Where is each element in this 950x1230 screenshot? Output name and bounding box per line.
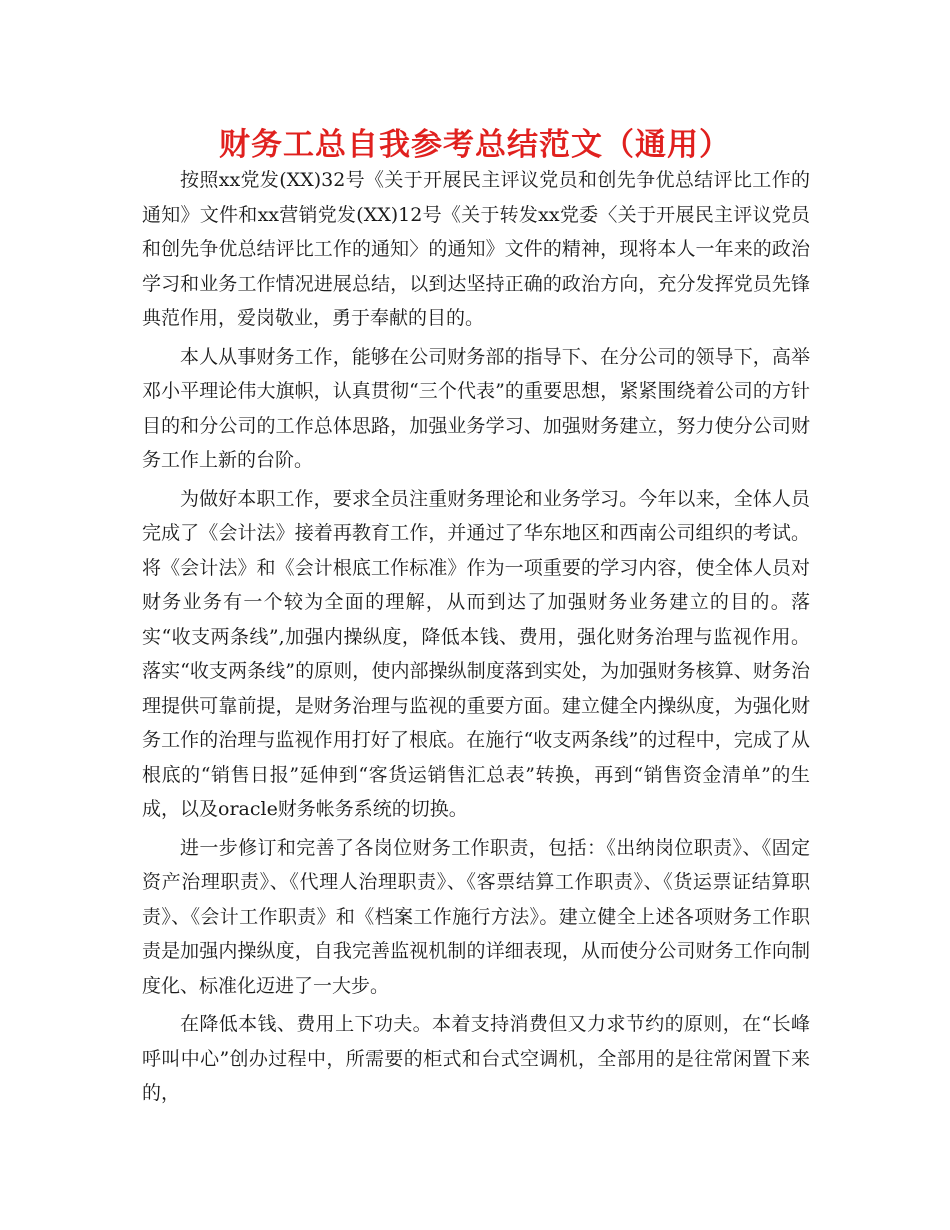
paragraph-1: 按照xx党发(XX)32号《关于开展民主评议党员和创先争优总结评比工作的通知》文件和xx营销党发(XX)12号《关于转发xx党委〈关于开展民主评议党员和创先争优总结评比工作的通知〉的通知》文件的精神，现将本人一年来的政治学习和业务工作情况进展总结，以到达坚持正确的政治方向，充分发挥党员先锋典范作用，爱岗敬业，勇于奉献的目的。 — [142, 169, 810, 329]
paragraph-2: 本人从事财务工作，能够在公司财务部的指导下、在分公司的领导下，高举邓小平理论伟大旗帜，认真贯彻“三个代表”的重要思想，紧紧围绕着公司的方针目的和分公司的工作总体思路，加强业务学习、加强财务建立，努力使分公司财务工作上新的台阶。 — [142, 345, 810, 471]
paragraph-3: 为做好本职工作，要求全员注重财务理论和业务学习。今年以来，全体人员完成了《会计法》接着再教育工作，并通过了华东地区和西南公司组织的考试。将《会计法》和《会计根底工作标准》作为一项重要的学习内容，使全体人员对财务业务有一个较为全面的理解，从而到达了加强财务业务建立的目的。落实“收支两条线”,加强内操纵度，降低本钱、费用，强化财务治理与监视作用。落实“收支两条线”的原则，使内部操纵制度落到实处，为加强财务核算、财务治理提供可靠前提，是财务治理与监视的重要方面。建立健全内操纵度，为强化财务工作的治理与监视作用打好了根底。在施行“收支两条线”的过程中，完成了从根底的“销售日报”延伸到“客货运销售汇总表”转换，再到“销售资金清单”的生成，以及oracle财务帐务系统的切换。 — [142, 487, 810, 820]
paragraph-5: 在降低本钱、费用上下功夫。本着支持消费但又力求节约的原则，在“长峰呼叫中心”创办过程中，所需要的柜式和台式空调机，全部用的是往常闲置下来的， — [142, 1013, 810, 1104]
document-body — [142, 163, 810, 1115]
paragraph-4: 进一步修订和完善了各岗位财务工作职责，包括：《出纳岗位职责》、《固定资产治理职责》、《代理人治理职责》、《客票结算工作职责》、《货运票证结算职责》、《会计工作职责》和《档案工作施行方法》。建立健全上述各项财务工作职责是加强内操纵度，自我完善监视机制的详细表现，从而使分公司财务工作向制度化、标准化迈进了一大步。 — [142, 836, 810, 997]
document-title: 财务工总自我参考总结范文（通用） — [219, 127, 731, 163]
